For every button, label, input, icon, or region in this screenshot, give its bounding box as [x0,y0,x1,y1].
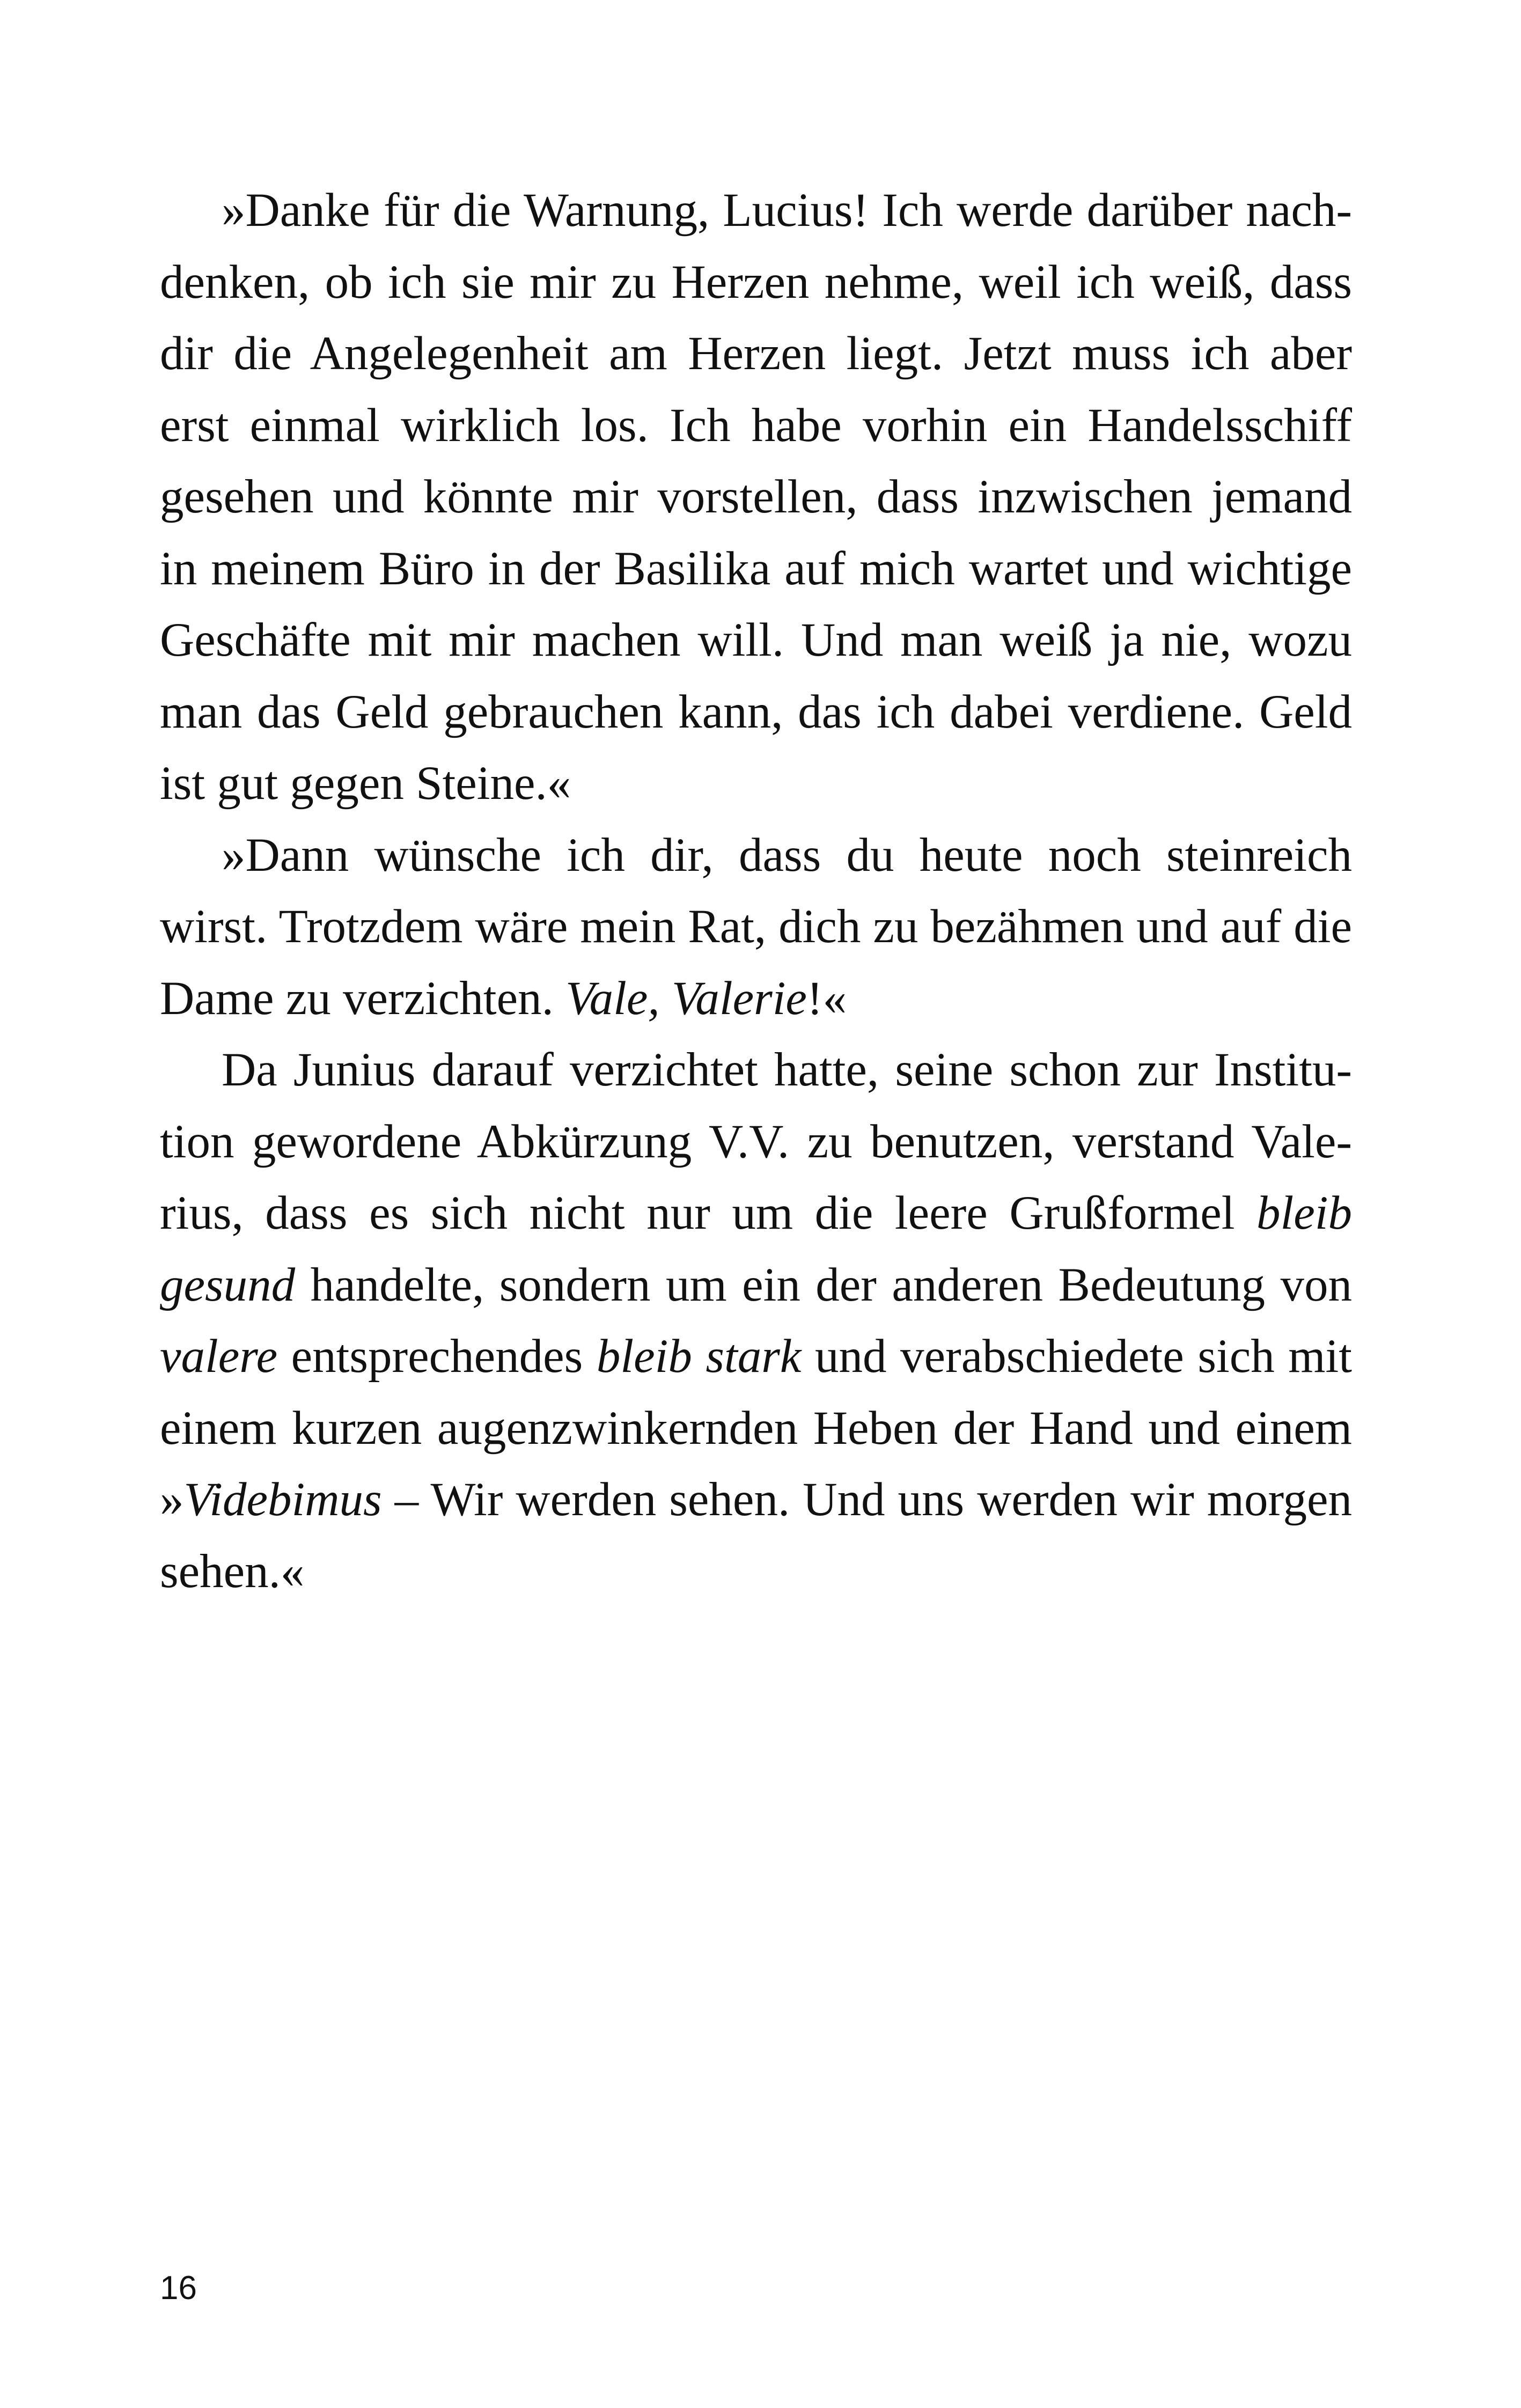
text-run: rius, dass es sich nicht nur um die leere Grußformel [160,1187,1257,1239]
text-line [160,605,1352,677]
italic-text: Vale, Valerie [565,972,807,1025]
text-line [160,1464,1352,1536]
text-run: wirst. Trotzdem wäre mein Rat, dich zu bezähmen und auf die [160,900,1352,953]
text-run: man das Geld gebrauchen kann, das ich dabei verdiene. Geld [160,685,1352,738]
text-run: in meinem Büro in der Basilika auf mich wartet und wichtige [160,542,1352,595]
text-run: erst einmal wirklich los. Ich habe vorhin ein Handelsschiff [160,399,1352,452]
text-line [160,1106,1352,1178]
text-run: gesehen und könnte mir vorstellen, dass inzwischen jemand [160,471,1352,523]
text-run: und verabschiedete sich mit [801,1330,1352,1383]
text-run: tion gewordene Abkürzung V.V. zu benutzen, verstand Vale- [160,1115,1352,1168]
paragraph [160,820,1352,1035]
text-run: »Danke für die Warnung, Lucius! Ich werde darüber nach- [222,184,1352,237]
text-line [160,533,1352,605]
text-line [160,1178,1352,1250]
page-number: 16 [160,2270,197,2307]
text-run: Geschäfte mit mir machen will. Und man weiß ja nie, wozu [160,614,1352,666]
text-run: Dame zu verzichten. [160,972,566,1025]
text-run: denken, ob ich sie mir zu Herzen nehme, weil ich weiß, dass [160,255,1352,309]
italic-text: valere [160,1330,278,1383]
text-line [160,247,1352,319]
text-run: sehen.« [160,1545,305,1598]
text-run: handelte, sondern um ein der anderen Bedeutung von [295,1258,1352,1311]
italic-text: gesund [160,1258,296,1311]
italic-text: Videbimus [183,1473,382,1526]
text-line [160,461,1352,533]
text-run: ist gut gegen Steine.« [160,757,571,810]
text-line [160,891,1352,963]
text-run: Da Junius darauf verzichtet hatte, seine schon zur Institu- [222,1044,1352,1096]
text-line [160,748,1352,820]
text-run: » [160,1473,184,1526]
text-line [160,1250,1352,1322]
text-line [160,677,1352,748]
text-run: !« [806,972,847,1025]
text-run: »Dann wünsche ich dir, dass du heute noch steinreich [222,828,1352,882]
text-line [160,175,1352,247]
italic-text: bleib [1257,1187,1352,1239]
text-run: dir die Angelegenheit am Herzen liegt. Jetzt muss ich aber [160,327,1352,380]
italic-text: bleib stark [596,1330,802,1383]
text-line [160,1393,1352,1465]
text-line [160,1034,1352,1106]
text-run: – Wir werden sehen. Und uns werden wir morgen [381,1473,1352,1526]
text-line [160,1536,1352,1608]
text-line [160,1321,1352,1393]
text-line [160,318,1352,390]
paragraph [160,175,1352,820]
text-line [160,390,1352,462]
body-text [160,175,1352,1607]
text-line [160,963,1352,1035]
text-run: entsprechendes [277,1330,597,1383]
text-line [160,820,1352,892]
paragraph [160,1034,1352,1607]
text-run: einem kurzen augenzwinkernden Heben der Hand und einem [160,1401,1352,1455]
